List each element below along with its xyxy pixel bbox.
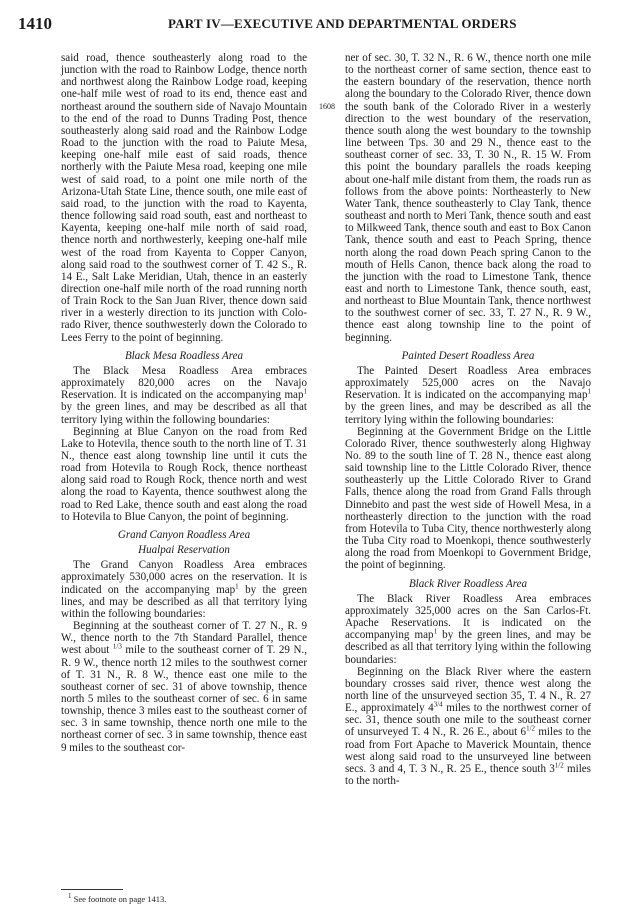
black-mesa-boundary-paragraph: Beginning at Blue Canyon on the road from Red Lake to Hotevila, thence south to the north line of T. 31 N., thence east along township line until it cuts the road from Hotevila to Rough Rock, thence northeast along said road to Rough Rock, thence north and west along the road to Kayenta, thence southwest along the road to Red Lake, thence south and east along the road to Hotevila to Blue Canyon, the point of beginning. — [61, 425, 307, 523]
section-heading-grand-canyon: Grand Canyon Roadless Area — [117, 528, 251, 541]
footnote-reference: 1 — [433, 627, 438, 636]
margin-page-reference: 1608 — [319, 102, 335, 111]
black-river-intro-paragraph: The Black River Roadless Area embraces approximately 325,000 acres on the San Carlos-Ft. Apache Reservations. It is indicated on the accompanying map$^1$ by the green lines, and may be described as all that territory lying within the following boundaries: — [345, 592, 591, 666]
footnote-reference: 1 — [235, 581, 239, 590]
grand-canyon-boundary-paragraph: Beginning at the southeast corner of T. 27 N., R. 9 W., thence north to the 7th Standard Parallel, thence west about $^{1/3}$ mile to the southeast corner of T. 29 N., R. 9 W., thence north 12 miles to the southwest corner of T. 31 N., R. 8 W., thence east one mile to the southeast corner of sec. 31 of above township, thence north 5 miles to the southeast corner of sec. 6 in same township, thence 3 miles east to the southeast corner of sec. 3 in same township, thence north one mile to the northeast corner of sec. 3 in same township, thence east 9 miles to the southeast cor- — [61, 620, 307, 754]
grand-canyon-intro-paragraph: The Grand Canyon Roadless Area embraces approximately 530,000 acres on the reservation. It is indicated on the accompanying map$^1$ by the green lines, and may be described as all that territory lying within the following boundaries: — [61, 559, 307, 620]
running-header — [18, 14, 606, 36]
footnote: $^1$ See footnote on page 1413. — [68, 892, 167, 904]
section-heading-black-river: Black River Roadless Area — [408, 577, 528, 590]
fraction: 1/3 — [112, 642, 122, 651]
painted-desert-boundary-paragraph: Beginning at the Government Bridge on the Little Colorado River, thence southwesterly along Highway No. 89 to the south line of T. 28 N., thence east along said township line to the Little Colorado River, thence southeasterly up the Little Colorado River to Grand Falls, thence along the road from Grand Falls through Dinnebito and past the west side of Howell Mesa, in a northeasterly direction to the junction with the road from Hotevila to Tuba City, thence northwesterly along the Tuba City road to Moenkopi, thence southwesterly along the road from Moenkopi to Government Bridge, the point of beginning. — [345, 425, 591, 572]
fraction: 1/2 — [554, 761, 564, 770]
left-column — [61, 52, 307, 754]
black-river-boundary-paragraph: Beginning on the Black River where the eastern boundary crosses said river, thence west along the north line of the unsurveyed section 35, T. 4 N., R. 27 E., approximately $4^{3/4}$ miles to the northwest corner of sec. 31, thence south one mile to the southeast corner of unsurveyed T. 4 N., R. 26 E., about $6^{1/2}$ miles to the road from Fort Apache to Maverick Mountain, thence west along said road to the unsurveyed line between secs. 3 and 4, T. 3 N., R. 25 E., thence south $3^{1/2}$ miles to the north- — [345, 665, 592, 788]
painted-desert-intro-paragraph: The Painted Desert Roadless Area embraces approximately 525,000 acres on the Navajo Reservation. It is indicated on the accompanying map$^1$ by the green lines, and may be described as all the territory lying within the following boundaries: — [345, 364, 591, 426]
page-number: 1410 — [18, 14, 52, 33]
section-heading-black-mesa: Black Mesa Roadless Area — [124, 349, 244, 362]
section-subheading-hualpai: Hualpai Reservation — [138, 544, 230, 557]
footnote-reference: 1 — [587, 387, 591, 396]
footnote-marker: 1 — [68, 892, 72, 901]
footnote-reference: 1 — [303, 387, 307, 396]
running-title: PART IV—EXECUTIVE AND DEPARTMENTAL ORDERS — [168, 16, 517, 31]
right-column — [345, 52, 591, 787]
fraction: 1/2 — [526, 724, 536, 733]
black-mesa-intro-paragraph: The Black Mesa Roadless Area embraces approximately 820,000 acres on the Navajo Reservation. It is indicated on the accompanying map$^1$ by the green lines, and may be described as all that territory lying within the following boundaries: — [61, 364, 307, 426]
footnote-divider — [61, 889, 123, 890]
section-heading-painted-desert: Painted Desert Roadless Area — [401, 349, 535, 362]
paragraph-continuation: said road, thence southeasterly along road to the junction with the road to Rainbow Lodge, thence north and northwest along the Rainbow Lodge road, keeping one-half mile west of road to its end, thence east and northeast around the southern side of Navajo Mountain to the end of the road to Dunns Trading Post, thence southeasterly along said road and the Rainbow Lodge Road to the junction with the road to Paiute Mesa, keeping one-half mile east of said roads, thence northerly with the Paiute Mesa road, keeping one mile west of said road, to a point one mile north of the Arizona-Utah State Line, thence south, one mile east of said road, to the junction with the road to Kayenta, thence following said road south, east and northeast to Kayenta, keeping one-half mile north of said road, thence north and northwesterly, keeping one-half mile west of the road from Kayenta to Copper Canyon, along said road to the southwest corner of T. 42 S., R. 14 E., Salt Lake Meridian, Utah, thence in an easterly direction one-half mile north of the road running north of Train Rock to the San Juan River, thence down said river in a westerly direction to its junction with Colorado River, thence southwesterly down the Colorado to Lees Ferry to the point of beginning. — [61, 52, 307, 344]
grand-canyon-boundary-continuation: ner of sec. 30, T. 32 N., R. 6 W., thence north one mile to the northeast corner of same section, thence east to the eastern boundary of the reservation, thence north along the boundary to the Colorado River, thence down the south bank of the Colorado River in a westerly direction to the west boundary of the reservation, thence south along the west boundary to the township line between Tps. 30 and 29 N., thence east to the southeast corner of sec. 33, T. 30 N., R. 15 W. From this point the boundary parallels the roads keeping about one-half mile distant from them, the roads run as follows from the above points: Northeasterly to New Water Tank, thence southeasterly to Clay Tank, thence southeast and north to Meri Tank, thence south and east to Milkweed Tank, thence south and east to Box Canon Tank, thence south and east to Peach Spring, thence north along the road down Peach spring Canon to the mouth of Hells Canon, thence back along the road to the junction with the road to Limestone Tank, thence east and north to Limestone Tank, thence south, east, and northeast to Blue Mountain Tank, thence northwest to the southwest corner of sec. 33, T. 27 N., R. 9 W., thence east along township line to the point of beginning. — [345, 52, 591, 344]
fraction: 3/4 — [433, 700, 443, 709]
